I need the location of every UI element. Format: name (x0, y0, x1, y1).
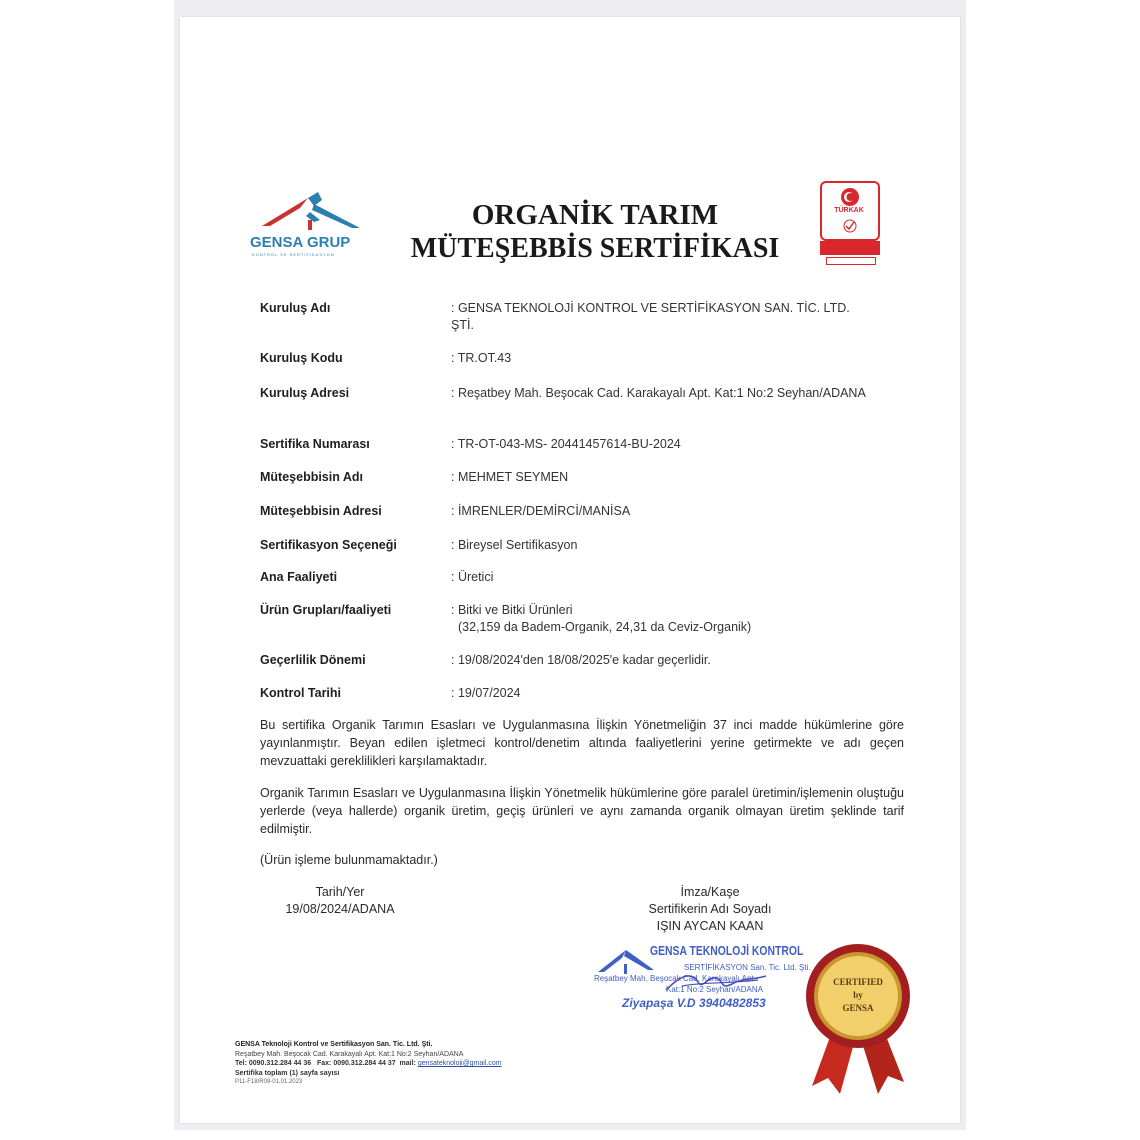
date-place-label: Tarih/Yer (315, 885, 365, 899)
field-value: : MEHMET SEYMEN (451, 470, 569, 484)
footer-mail-label: mail: (399, 1060, 416, 1067)
footer-address: Reşatbey Mah. Beşocak Cad. Karakayalı Apt. Kat:1 No:2 Seyhan/ADANA (235, 1050, 464, 1058)
crescent-star-icon (840, 187, 860, 207)
field-value: : TR.OT.43 (451, 351, 512, 365)
footer-tel: Tel: 0090.312.284 44 36 (235, 1060, 312, 1067)
signature-label: İmza/Kaşe (680, 885, 740, 899)
body-paragraph-1: Bu sertifika Organik Tarımın Esasları ve Uygulanmasına İlişkin Yönetmeliğin 37 inci madde hükümlerine göre yayınlanmıştır. Beyan edilen işletmeci kontrol/denetim altında faaliyetlerini yerine getirmekte ve adı geçen mevzuattaki gereklilikleri karşılamaktadır. (260, 718, 904, 768)
field-label: Müteşebbisin Adresi (260, 504, 382, 518)
field-label: Ürün Grupları/faaliyeti (260, 603, 392, 617)
seal-ribbon-icon (798, 936, 918, 1096)
footer-email-link[interactable]: gensateknoloji@gmail.com (417, 1060, 502, 1067)
field-value: : 19/08/2024'den 18/08/2025'e kadar geçerlidir. (451, 653, 711, 667)
stamp-line-1: GENSA TEKNOLOJİ KONTROL (650, 943, 804, 958)
field-value: : TR-OT-043-MS- 20441457614-BU-2024 (451, 437, 681, 451)
field-value-detail: (32,159 da Badem-Organik, 24,31 da Ceviz-Organik) (458, 620, 752, 634)
stamp-line-3: Reşatbey Mah. Beşocak Cad. Karakayalı Apt (594, 974, 754, 983)
certified-by-gensa-seal (798, 936, 918, 1096)
footer-company: GENSA Teknoloji Kontrol ve Sertifikasyon San. Tic. Ltd. Şti. (235, 1041, 433, 1048)
turkak-red-band (820, 241, 880, 255)
field-label: Geçerlilik Dönemi (260, 653, 366, 667)
date-place-value: 19/08/2024/ADANA (285, 902, 395, 916)
gensa-logo-subtitle: KONTROL VE SERTİFİKASYON (252, 252, 335, 257)
field-label: Ana Faaliyeti (260, 570, 338, 584)
seal-text (826, 976, 890, 1015)
title-line-1: ORGANİK TARIM (471, 199, 719, 231)
field-value: : 19/07/2024 (451, 686, 521, 700)
checkmark-icon (842, 219, 858, 233)
certifier-label: Sertifikerin Adı Soyadı (648, 902, 772, 916)
turkak-accreditation-logo (820, 181, 878, 265)
seal-line-1: CERTIFIED (833, 977, 883, 987)
stamp-bird-icon (596, 944, 656, 978)
footer-page-count: Sertifika toplam (1) sayfa sayısı (235, 1069, 340, 1077)
date-place-block (250, 884, 430, 918)
field-label: Kuruluş Adı (260, 301, 331, 315)
gensa-logo-text: GENSA GRUP (250, 234, 351, 251)
footer-fax: Fax: 0090.312.284 44 37 (317, 1060, 396, 1067)
title-line-2: MÜTEŞEBBİS SERTİFİKASI (410, 233, 780, 264)
field-value: : GENSA TEKNOLOJİ KONTROL VE SERTİFİKASYON SAN. TİC. LTD. ŞTİ. (451, 301, 850, 332)
body-note: (Ürün işleme bulunmamaktadır.) (260, 853, 438, 867)
stamp-line-4: Kat:1 No:2 Seyhan/ADANA (666, 985, 763, 994)
gensa-bird-icon (248, 186, 370, 236)
handwritten-signature (662, 968, 772, 998)
field-value: : Bireysel Sertifikasyon (451, 538, 578, 552)
field-label: Müteşebbisin Adı (260, 470, 364, 484)
field-label: Kuruluş Kodu (260, 351, 343, 365)
seal-line-3: GENSA (842, 1003, 874, 1013)
field-label: Sertifikasyon Seçeneği (260, 538, 397, 552)
certificate-title (400, 198, 790, 266)
footer-form-ref: P11-F18/R09-01.01.2023 (235, 1079, 303, 1085)
field-label: Kuruluş Adresi (260, 386, 350, 400)
stamp-line-5: Ziyapaşa V.D 3940482853 (622, 996, 766, 1010)
field-value: : İMRENLER/DEMİRCİ/MANİSA (451, 504, 631, 518)
company-stamp (592, 940, 811, 1020)
signature-block (610, 884, 810, 935)
field-value: : Bitki ve Bitki Ürünleri (451, 603, 573, 617)
stamp-line-2: SERTİFİKASYON San. Tic. Ltd. Şti. (684, 963, 811, 972)
turkak-code-box (826, 257, 876, 265)
document-footer (235, 1040, 635, 1088)
body-paragraph-2: Organik Tarımın Esasları ve Uygulanmasına İlişkin Yönetmelik hükümlerine göre paralel üretimin/işlemenin oluştuğu yerlerde (veya hallerde) organik üretim, geçiş ürünleri ve aynı zamanda organik olmayan üretim şeklinde tarif edilmiştir. (260, 786, 904, 836)
turkak-text: TÜRKAK (834, 207, 864, 214)
certifier-name: IŞIN AYCAN KAAN (656, 919, 764, 933)
field-label: Sertifika Numarası (260, 437, 370, 451)
footer-contact (235, 1059, 635, 1069)
seal-line-2: by (853, 990, 863, 1000)
field-value: : Üretici (451, 570, 494, 584)
field-value: : Reşatbey Mah. Beşocak Cad. Karakayalı Apt. Kat:1 No:2 Seyhan/ADANA (451, 386, 866, 400)
gensa-grup-logo (248, 186, 370, 264)
field-label: Kontrol Tarihi (260, 686, 342, 700)
